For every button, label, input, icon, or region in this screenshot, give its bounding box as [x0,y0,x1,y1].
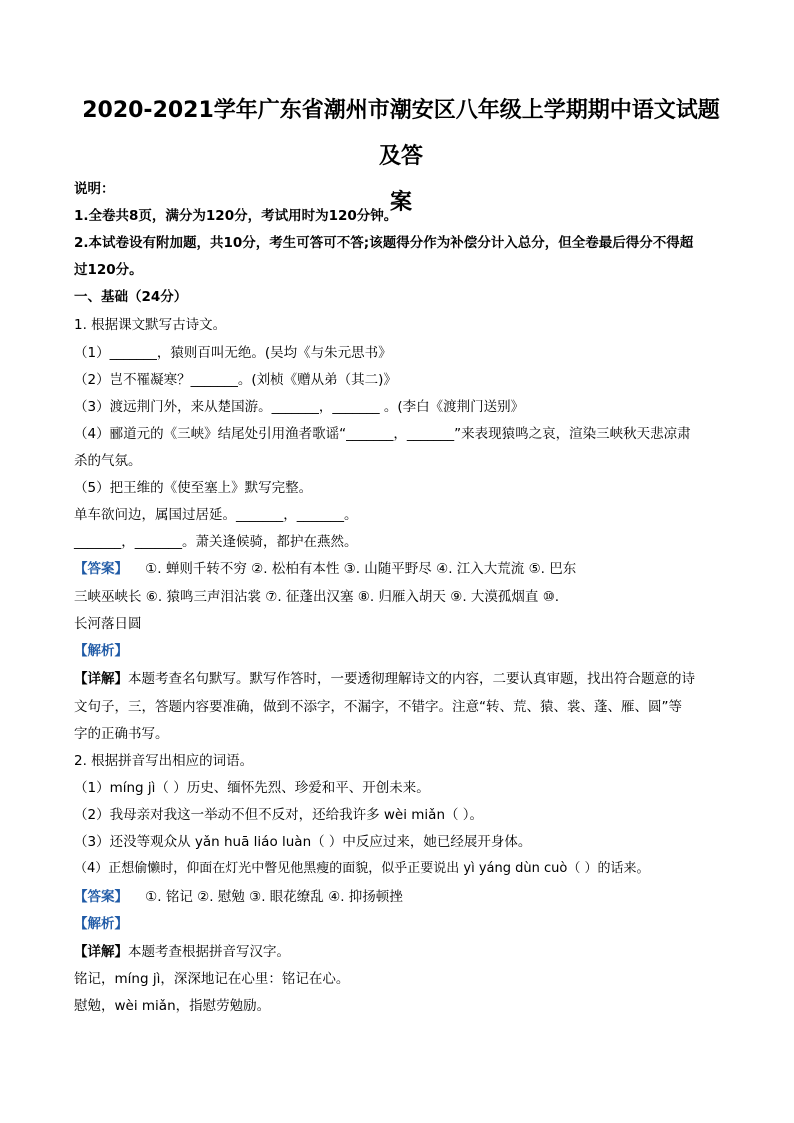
detail-tag: 【详解】 [74,671,128,687]
note-2-line-2: 过120分。 [74,262,143,278]
q2-item-4: （4）正想偷懒时，仰面在灯光中瞥见他黑瘦的面貌，似乎正要说出 yì yáng dùn cuò（ ）的话来。 [74,861,650,876]
answer-text: ①. 铭记 ②. 慰勉 ③. 眼花缭乱 ④. 抑扬顿挫 [145,889,403,905]
q1-poem-line-1: 单车欲问边，属国过居延。_______，_______。 [74,507,358,523]
q1-item-4-line-2: 杀的气氛。 [74,453,142,469]
section-heading: 一、基础（24分） [74,289,188,305]
q1-poem-line-2: _______，_______。萧关逢候骑，都护在燕然。 [74,534,358,550]
q2-analysis-tag: 【解析】 [74,916,128,932]
q1-analysis-tag: 【解析】 [74,643,128,659]
q2-detail-line-1 [74,942,728,962]
q1-item-4-line-1: （4）郦道元的《三峡》结尾处引用渔者歌谣“_______，_______”来表现猿鸣之哀，渲染三峡秋天悲凉肃 [74,426,691,442]
q2-stem: 2. 根据拼音写出相应的词语。 [74,753,254,769]
title-line-1: 2020-2021学年广东省潮州市潮安区八年级上学期期中语文试题及答 [82,98,720,169]
q2-detail-line-2: 铭记，míng jì，深深地记在心里：铭记在心。 [74,971,350,987]
q2-answer-line [74,887,728,907]
q1-answer-line-2: 三峡巫峡长 ⑥. 猿鸣三声泪沾裳 ⑦. 征蓬出汉塞 ⑧. 归雁入胡天 ⑨. 大漠孤烟直 ⑩. [74,589,560,605]
q1-item-5: （5）把王维的《使至塞上》默写完整。 [74,480,313,496]
note-2-line-1: 2.本试卷设有附加题，共10分，考生可答可不答;该题得分作为补偿分计入总分，但全卷最后得分不得超 [74,235,694,251]
answer-tag: 【答案】 [74,561,128,577]
q1-stem: 1. 根据课文默写古诗文。 [74,317,227,333]
answer-text: ①. 蝉则千转不穷 ②. 松柏有本性 ③. 山随平野尽 ④. 江入大荒流 ⑤. 巴东 [145,561,577,577]
q1-detail-line-1 [74,669,728,689]
q1-answer-line-3: 长河落日圆 [74,616,142,632]
q2-item-2: （2）我母亲对我这一举动不但不反对，还给我许多 wèi miǎn（ ）。 [74,807,484,823]
q1-detail-line-3: 字的正确书写。 [74,726,169,742]
title-line-2: 案 [389,190,412,215]
q2-detail-line-3: 慰勉，wèi miǎn，指慰劳勉励。 [74,998,271,1014]
notes-header: 说明： [74,181,115,197]
answer-tag: 【答案】 [74,889,128,905]
q1-item-3: （3）渡远荆门外，来从楚国游。_______，_______ 。(李白《渡荆门送别》 [74,399,525,415]
detail-text: 本题考查根据拼音写汉字。 [128,944,290,960]
q1-detail-line-2: 文句子，三，答题内容要准确，做到不添字，不漏字，不错字。注意“转、荒、猿、裳、蓬、雁、圆”等 [74,699,682,715]
detail-tag: 【详解】 [74,944,128,960]
q2-item-3: （3）还没等观众从 yǎn huā liáo luàn（ ）中反应过来，她已经展开身体。 [74,834,532,850]
note-1: 1.全卷共8页，满分为120分，考试用时为120分钟。 [74,208,398,224]
detail-text: 本题考查名句默写。默写作答时，一要透彻理解诗文的内容，二要认真审题，找出符合题意的诗 [128,671,695,687]
q1-item-2: （2）岂不罹凝寒？_______。(刘桢《赠从弟（其二)》 [74,372,397,388]
q1-answer-line-1 [74,559,728,579]
q2-item-1: （1）míng jì（ ）历史、缅怀先烈、珍爱和平、开创未来。 [74,780,430,796]
q1-item-1: （1）_______，猿则百叫无绝。(吴均《与朱元思书》 [74,345,392,361]
